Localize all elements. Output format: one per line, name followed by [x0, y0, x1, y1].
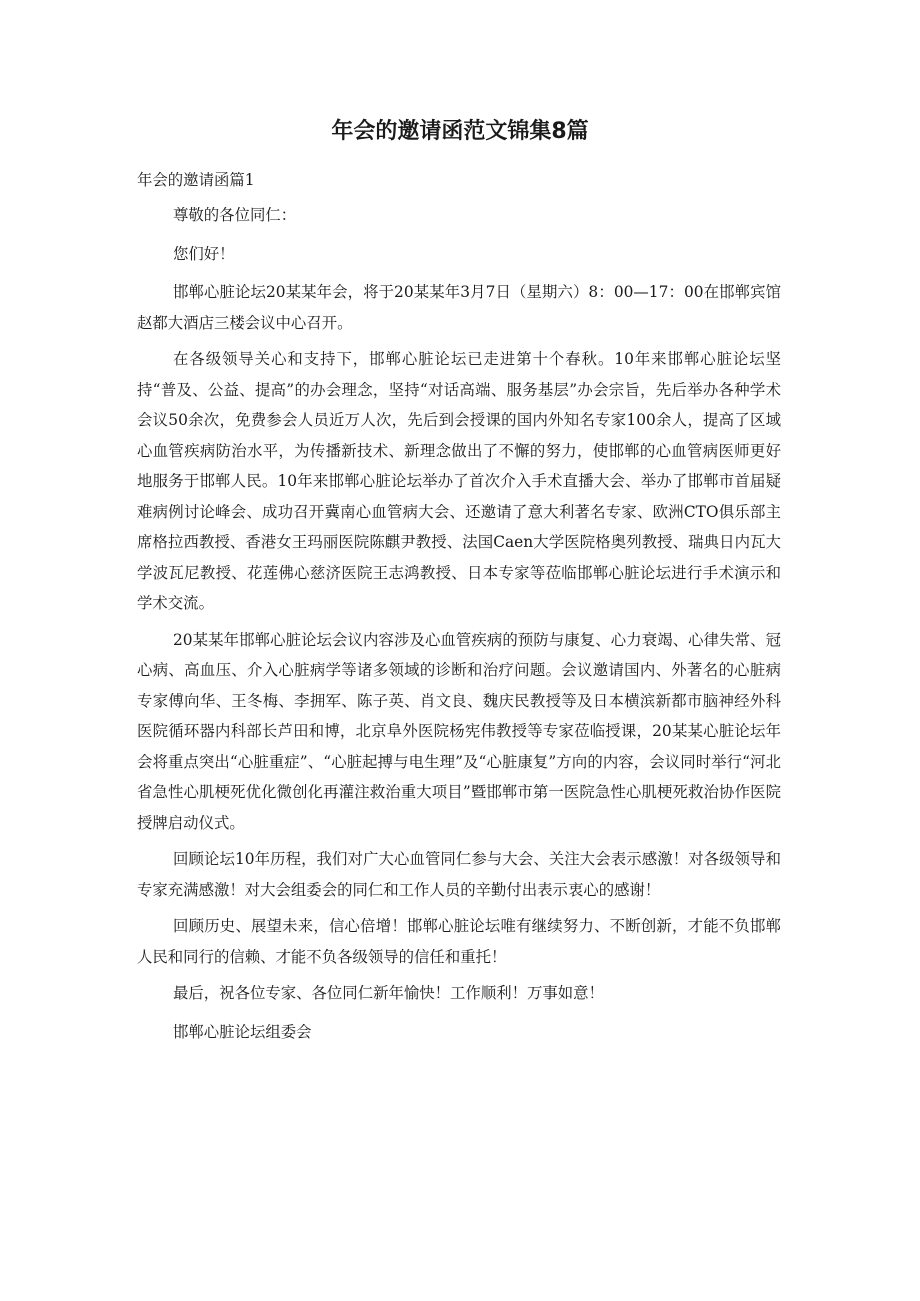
- greeting: 您们好！: [173, 244, 235, 263]
- paragraph-meeting-content: 20某某年邯郸心脏论坛会议内容涉及心血管疾病的预防与康复、心力衰竭、心律失常、冠心病、高血压、介入心脏病学等诸多领域的诊断和治疗问题。会议邀请国内、外著名的心脏病专家傅向华、王冬梅、李拥军、陈子英、肖文良、魏庆民教授等及日本横滨新都市脑神经外科医院循环器内科部长芦田和博，北京阜外医院杨宪伟教授等专家莅临授课，20某某心脏论坛年会将重点突出“心脏重症”、“心脏起搏与电生理”及“心脏康复”方向的内容，会议同时举行“河北省急性心肌梗死优化微创化再灌注救治重大项目”暨邯郸市第一医院急性心肌梗死救治协作医院授牌启动仪式。: [137, 630, 781, 832]
- paragraph-wishes: 最后，祝各位专家、各位同仁新年愉快！工作顺利！万事如意！: [173, 984, 604, 1002]
- paragraph-forum-history: 在各级领导关心和支持下，邯郸心脏论坛已走进第十个春秋。10年来邯郸心脏论坛坚持“普及、公益、提高”的办会理念，坚持“对话高端、服务基层”办会宗旨，先后举办各种学术会议50余次，免费参会人员近万人次，先后到会授课的国内外知名专家100余人，提高了区域心血管疾病防治水平，为传播新技术、新理念做出了不懈的努力，使邯郸的心血管病医师更好地服务于邯郸人民。10年来邯郸心脏论坛举办了首次介入手术直播大会、举办了邯郸市首届疑难病例讨论峰会、成功召开冀南心血管病大会、还邀请了意大利著名专家、欧洲CTO俱乐部主席格拉西教授、香港女王玛丽医院陈麒尹教授、法国Caen大学医院格奥列教授、瑞典日内瓦大学波瓦尼教授、花莲佛心慈济医院王志鸿教授、日本专家等莅临邯郸心脏论坛进行手术演示和学术交流。: [137, 350, 781, 612]
- paragraph-gratitude: 回顾论坛10年历程，我们对广大心血管同仁参与大会、关注大会表示感激！对各级领导和专家充满感激！对大会组委会的同仁和工作人员的辛勤付出表示衷心的感谢！: [137, 850, 781, 899]
- section-heading: 年会的邀请函篇1: [137, 171, 255, 189]
- signature: 邯郸心脏论坛组委会: [173, 1022, 312, 1041]
- document-body: [137, 166, 781, 1055]
- salutation: 尊敬的各位同仁：: [173, 206, 297, 224]
- paragraph-outlook: 回顾历史、展望未来，信心倍增！邯郸心脏论坛唯有继续努力、不断创新，才能不负邯郸人民和同行的信赖、才能不负各级领导的信任和重托！: [137, 917, 781, 966]
- document-title: 年会的邀请函范文锦集8篇: [331, 119, 589, 144]
- paragraph-meeting-notice: 邯郸心脏论坛20某某年会，将于20某某年3月7日（星期六）8：00—17：00在邯郸宾馆赵都大酒店三楼会议中心召开。: [137, 283, 781, 332]
